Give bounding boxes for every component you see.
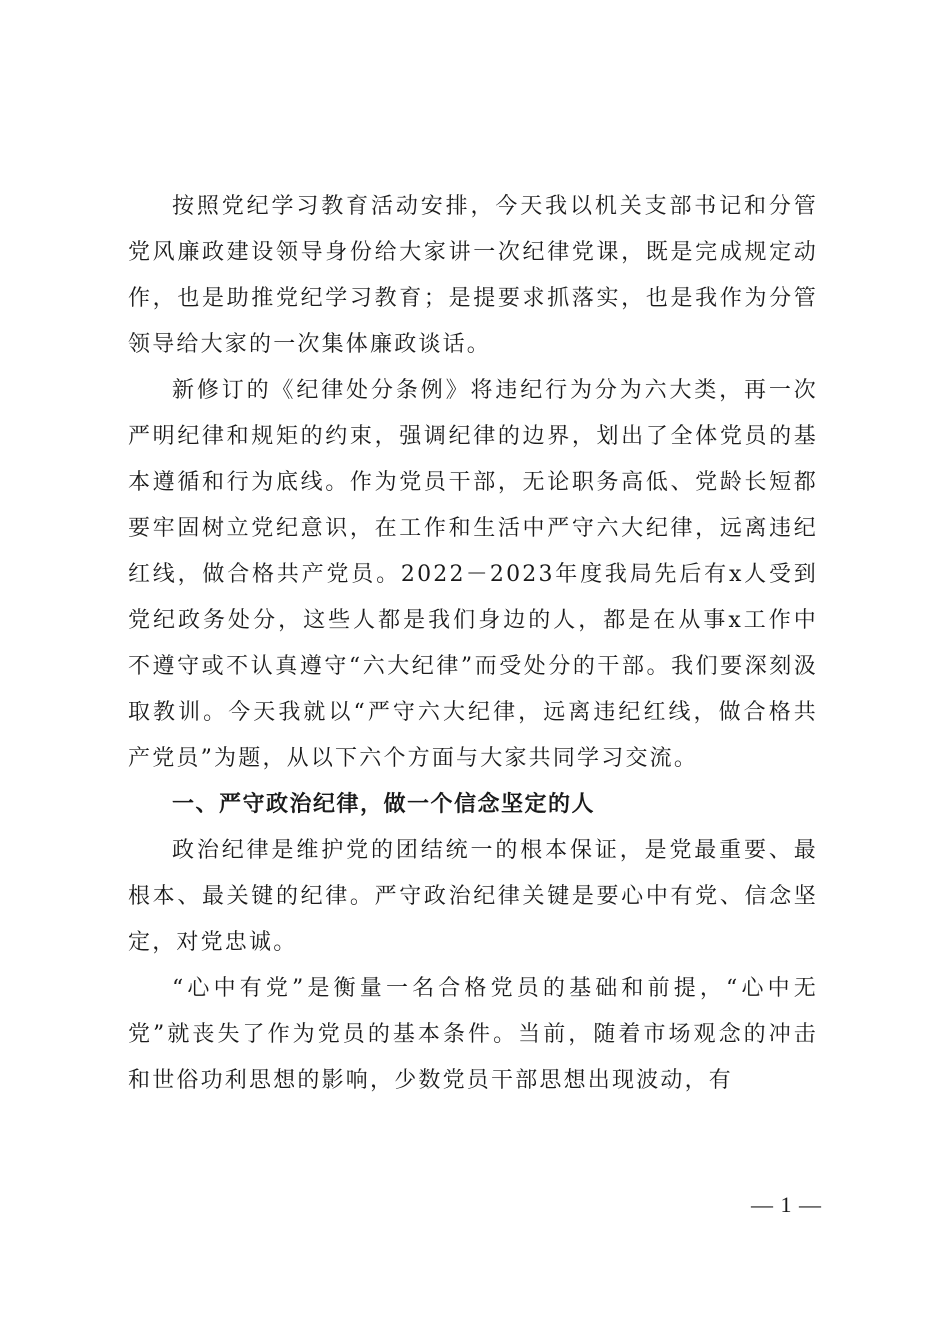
page-number: — 1 — xyxy=(751,1192,822,1217)
paragraph-political-discipline: 政治纪律是维护党的团结统一的根本保证，是党最重要、最根本、最关键的纪律。严守政治纪律关键是要心中有党、信念坚定，对党忠诚。 xyxy=(128,838,818,955)
paragraph-heart-with-party: “心中有党”是衡量一名合格党员的基础和前提，“心中无党”就丧失了作为党员的基本条件。当前，随着市场观念的冲击和世俗功利思想的影响，少数党员干部思想出现波动，有 xyxy=(128,976,818,1093)
paragraph-intro: 按照党纪学习教育活动安排，今天我以机关支部书记和分管党风廉政建设领导身份给大家讲一次纪律党课，既是完成规定动作，也是助推党纪学习教育；是提要求抓落实，也是我作为分管领导给大家的一次集体廉政谈话。 xyxy=(128,194,818,357)
section-heading: 一、严守政治纪律，做一个信念坚定的人 xyxy=(172,792,596,817)
document-body xyxy=(128,184,818,1104)
paragraph-regulations: 新修订的《纪律处分条例》将违纪行为分为六大类，再一次严明纪律和规矩的约束，强调纪律的边界，划出了全体党员的基本遵循和行为底线。作为党员干部，无论职务高低、党龄长短都要牢固树立党纪意识，在工作和生活中严守六大纪律，远离违纪红线，做合格共产党员。2022－2023年度我局先后有x人受到党纪政务处分，这些人都是我们身边的人，都是在从事x工作中不遵守或不认真遵守“六大纪律”而受处分的干部。我们要深刻汲取教训。今天我就以“严守六大纪律，远离违纪红线，做合格共产党员”为题，从以下六个方面与大家共同学习交流。 xyxy=(128,378,818,771)
